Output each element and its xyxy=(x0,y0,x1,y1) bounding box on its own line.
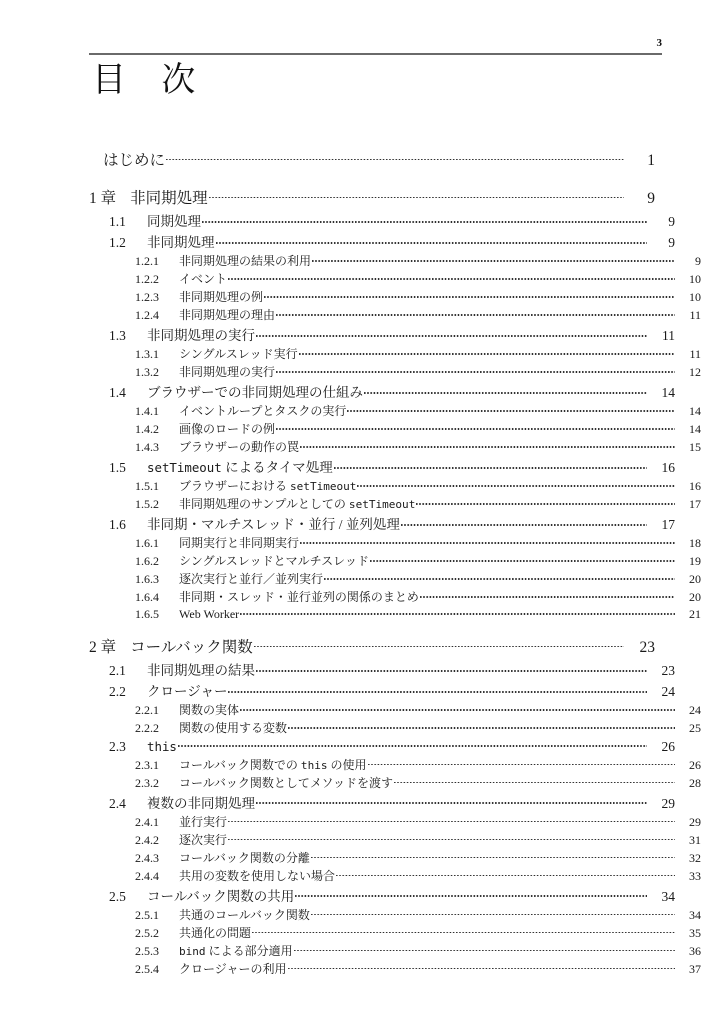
toc-entry-label: イベントループとタスクの実行 xyxy=(179,404,347,418)
toc-entry-number: 2.3.1 xyxy=(135,757,159,772)
toc-entry-number: 1.5.1 xyxy=(135,479,159,493)
toc-entry-label-part: による部分適用 xyxy=(205,943,293,958)
toc-entry-page-number: 26 xyxy=(689,757,701,772)
toc-entry-number: 1.4.2 xyxy=(135,422,159,436)
toc-dot-leader xyxy=(288,961,675,973)
toc-dot-leader xyxy=(324,571,675,583)
toc-entry[interactable] xyxy=(135,849,701,867)
toc-dot-leader xyxy=(254,637,624,653)
toc-entry-page-number: 29 xyxy=(661,795,675,811)
toc-entry-label: 画像のロードの例 xyxy=(179,422,276,436)
toc-dot-leader xyxy=(240,702,675,714)
toc-entry[interactable] xyxy=(109,210,675,231)
toc-entry-number: 1.5.2 xyxy=(135,497,159,511)
toc-dot-leader xyxy=(294,943,675,955)
toc-entry[interactable] xyxy=(135,306,701,324)
toc-entry-number: 1.3.1 xyxy=(135,347,159,361)
toc-entry[interactable] xyxy=(135,345,701,363)
toc-entry-label: 非同期・スレッド・並行並列の関係のまとめ xyxy=(179,590,419,604)
toc-entry[interactable] xyxy=(135,477,701,495)
toc-entry-page-number: 26 xyxy=(661,738,675,754)
toc-entry[interactable] xyxy=(109,324,675,345)
toc-entry-number: 1.6 xyxy=(109,517,126,532)
toc-entry-page-number: 16 xyxy=(661,460,675,475)
toc-entry-number: 2.3 xyxy=(109,738,126,754)
toc-entry[interactable] xyxy=(135,831,701,849)
toc-entry-label: 並行実行 xyxy=(179,814,228,829)
toc-dot-leader xyxy=(420,589,675,601)
toc-entry-number: 1.6.5 xyxy=(135,607,159,621)
toc-dot-leader xyxy=(416,496,675,508)
toc-entry-number: 2.5 xyxy=(109,888,126,904)
toc-entry-number: 1.2.1 xyxy=(135,254,159,268)
toc-dot-leader xyxy=(299,346,675,358)
toc-dot-leader xyxy=(336,868,675,880)
toc-entry-label xyxy=(179,495,415,512)
toc-entry-page-number: 24 xyxy=(661,684,675,699)
toc-entry-label: 共用の変数を使用しない場合 xyxy=(179,868,336,883)
toc-entry[interactable] xyxy=(89,186,655,210)
toc-entry-label: Web Worker xyxy=(179,607,240,621)
toc-entry-label: コールバック関数の共用 xyxy=(147,888,295,904)
toc-entry-number: 1.3 xyxy=(109,328,126,343)
toc-entry-number: 2 章 xyxy=(89,639,117,656)
toc-dot-leader xyxy=(357,478,675,490)
toc-dot-leader xyxy=(240,606,675,618)
toc-entry-page-number: 9 xyxy=(647,190,655,207)
toc-entry-label: 同期実行と非同期実行 xyxy=(179,536,300,550)
toc-dot-leader xyxy=(178,737,647,751)
toc-entry[interactable] xyxy=(135,588,701,606)
toc-entry-page-number: 18 xyxy=(689,536,701,550)
toc-entry-code-term: this xyxy=(147,738,177,754)
toc-entry-number: 1.3.2 xyxy=(135,365,159,379)
toc-entry-number: 1.2.3 xyxy=(135,290,159,304)
toc-entry-label: クロージャー xyxy=(147,684,228,699)
toc-entry-number: 1.2.4 xyxy=(135,308,159,322)
toc-entry-label: 非同期処理の結果 xyxy=(147,663,255,678)
toc-dot-leader xyxy=(295,887,647,901)
toc-entry-label xyxy=(179,756,367,773)
toc-entry-code-term: this xyxy=(300,758,328,772)
toc-entry-number: 1.1 xyxy=(109,214,126,229)
toc-entry-label: コールバック関数としてメソッドを渡す xyxy=(179,775,393,790)
toc-entry-number: 2.2 xyxy=(109,684,126,699)
page-header xyxy=(89,38,662,55)
toc-entry-number: 1.2.2 xyxy=(135,272,159,286)
toc-entry-number: 1.6.3 xyxy=(135,572,159,586)
toc-dot-leader xyxy=(401,516,647,530)
toc-entry-page-number: 34 xyxy=(661,888,675,904)
toc-dot-leader xyxy=(288,720,675,732)
toc-entry-number: 2.1 xyxy=(109,663,126,678)
toc-dot-leader xyxy=(300,535,675,547)
toc-entry-label: 非同期処理の実行 xyxy=(147,328,255,343)
toc-entry-number: 1.6.2 xyxy=(135,554,159,568)
toc-entry-page-number: 25 xyxy=(689,721,701,735)
toc-entry-page-number: 28 xyxy=(689,775,701,790)
toc-entry-number: 2.4.1 xyxy=(135,814,159,829)
toc-entry-number: 2.2.2 xyxy=(135,721,159,735)
toc-entry[interactable] xyxy=(135,252,701,270)
toc-entry-number: 2.5.4 xyxy=(135,961,159,976)
toc-dot-leader xyxy=(311,850,675,862)
toc-dot-leader xyxy=(202,213,647,227)
toc-entry-number: 2.2.1 xyxy=(135,703,159,717)
toc-entry-number: 2.4 xyxy=(109,795,126,811)
toc-entry-page-number: 11 xyxy=(689,347,701,361)
toc-entry-page-number: 34 xyxy=(689,907,701,922)
toc-dot-leader xyxy=(334,459,647,473)
toc-dot-leader xyxy=(228,271,675,283)
toc-entry-label: 非同期処理 xyxy=(130,190,208,207)
toc-entry[interactable] xyxy=(135,867,701,885)
toc-entry-page-number: 24 xyxy=(689,703,701,717)
toc-entry-label: 非同期処理の理由 xyxy=(179,308,276,322)
toc-entry-label: 非同期処理 xyxy=(147,235,215,250)
toc-entry-page-number: 14 xyxy=(689,404,701,418)
toc-entry[interactable] xyxy=(109,792,675,813)
toc-entry[interactable] xyxy=(135,402,701,420)
toc-entry-page-number: 31 xyxy=(689,832,701,847)
toc-entry-page-number: 37 xyxy=(689,961,701,976)
toc-entry-number: 2.4.3 xyxy=(135,850,159,865)
toc-dot-leader xyxy=(256,327,647,341)
toc-entry[interactable] xyxy=(109,659,675,680)
toc-entry[interactable] xyxy=(135,552,701,570)
toc-entry-page-number: 17 xyxy=(661,517,675,532)
toc-dot-leader xyxy=(276,307,675,319)
toc-entry[interactable] xyxy=(135,942,701,960)
toc-dot-leader xyxy=(276,364,675,376)
toc-entry[interactable] xyxy=(135,495,701,513)
toc-entry-label: シングルスレッド実行 xyxy=(179,347,298,361)
toc-entry-page-number: 32 xyxy=(689,850,701,865)
toc-entry-label: コールバック関数の分離 xyxy=(179,850,310,865)
toc-entry-label: 非同期処理の例 xyxy=(179,290,264,304)
toc-entry-label: 関数の使用する変数 xyxy=(179,721,288,735)
toc-entry-label: 同期処理 xyxy=(147,214,201,229)
toc-entry[interactable] xyxy=(109,381,675,402)
toc-entry-label: シングルスレッドとマルチスレッド xyxy=(179,554,370,568)
toc-entry-label xyxy=(147,739,177,755)
toc-entry[interactable] xyxy=(109,680,675,701)
toc-entry-label-part: によるタイマ処理 xyxy=(221,460,333,475)
toc-entry-number: 2.4.2 xyxy=(135,832,159,847)
toc-entry-code-term: setTimeout xyxy=(147,460,222,475)
toc-dot-leader xyxy=(252,925,675,937)
toc-entry-label: ブラウザーの動作の罠 xyxy=(179,440,300,454)
toc-entry[interactable] xyxy=(135,701,701,719)
toc-dot-leader xyxy=(370,553,675,565)
page-number-folio: 3 xyxy=(656,37,662,49)
toc-dot-leader xyxy=(368,757,675,769)
toc-entry-number: 2.5.3 xyxy=(135,943,159,958)
toc-entry-label-part: 非同期処理のサンプルとしての xyxy=(179,497,349,511)
toc-entry-number: 1.5 xyxy=(109,460,126,475)
toc-dot-leader xyxy=(364,384,647,398)
toc-entry-page-number: 10 xyxy=(689,290,701,304)
toc-entry-label xyxy=(147,456,333,476)
page-title: 目 次 xyxy=(92,60,197,100)
toc-entry-number: 1.4.1 xyxy=(135,404,159,418)
toc-spacer xyxy=(89,172,655,186)
toc-entry[interactable] xyxy=(135,288,701,306)
toc-entry[interactable] xyxy=(109,513,675,534)
toc-entry-label xyxy=(179,942,293,959)
toc-dot-leader xyxy=(312,253,675,265)
toc-entry-label-part: の使用 xyxy=(327,757,367,772)
toc-entry-number: 2.5.2 xyxy=(135,925,159,940)
toc-entry-page-number: 9 xyxy=(668,235,675,250)
toc-entry-label: 逐次実行 xyxy=(179,832,228,847)
toc-entry[interactable] xyxy=(89,635,655,659)
toc-entry-page-number: 14 xyxy=(689,422,701,436)
toc-entry-code-term: setTimeout xyxy=(348,498,416,511)
toc-entry-label: 共通化の問題 xyxy=(179,925,252,940)
toc-entry-page-number: 23 xyxy=(639,639,655,656)
toc-entry-page-number: 15 xyxy=(689,440,701,454)
toc-dot-leader xyxy=(276,421,675,433)
toc-entry-label: はじめに xyxy=(103,152,166,169)
toc-entry-page-number: 9 xyxy=(668,214,675,229)
toc-entry-page-number: 16 xyxy=(689,479,701,493)
toc-entry-number: 2.4.4 xyxy=(135,868,159,883)
toc-dot-leader xyxy=(228,814,675,826)
toc-entry-label: 関数の実体 xyxy=(179,703,240,717)
toc-entry-number: 1.4 xyxy=(109,385,126,400)
toc-entry-label: 共通のコールバック関数 xyxy=(179,907,310,922)
toc-entry-number: 1 章 xyxy=(89,190,117,207)
toc-entry-page-number: 10 xyxy=(689,272,701,286)
toc-entry[interactable] xyxy=(109,456,675,477)
toc-dot-leader xyxy=(347,403,675,415)
toc-entry[interactable] xyxy=(89,148,655,172)
toc-entry-label: 非同期処理の実行 xyxy=(179,365,276,379)
toc-dot-leader xyxy=(256,662,647,676)
toc-entry[interactable] xyxy=(135,534,701,552)
toc-entry-page-number: 20 xyxy=(689,572,701,586)
toc-dot-leader xyxy=(264,289,675,301)
toc-dot-leader xyxy=(228,832,675,844)
toc-dot-leader xyxy=(228,683,647,697)
toc-dot-leader xyxy=(311,907,675,919)
toc-entry-code-term: setTimeout xyxy=(290,480,357,493)
toc-entry-label xyxy=(179,477,356,494)
toc-entry-page-number: 9 xyxy=(695,254,701,268)
toc-entry-number: 1.4.3 xyxy=(135,440,159,454)
toc-entry-number: 1.6.1 xyxy=(135,536,159,550)
toc-entry-label: 複数の非同期処理 xyxy=(147,795,255,811)
toc-dot-leader xyxy=(256,794,647,808)
toc-entry-label: ブラウザーでの非同期処理の仕組み xyxy=(147,385,363,400)
toc-entry[interactable] xyxy=(135,606,701,623)
toc-entry-page-number: 11 xyxy=(689,308,701,322)
toc-dot-leader xyxy=(394,775,675,787)
toc-entry[interactable] xyxy=(135,813,701,831)
toc-entry-page-number: 20 xyxy=(689,590,701,604)
toc-entry-page-number: 14 xyxy=(661,385,675,400)
header-rule xyxy=(89,53,662,55)
toc-entry[interactable] xyxy=(135,570,701,588)
toc-entry[interactable] xyxy=(135,756,701,774)
toc-entry[interactable] xyxy=(109,737,675,756)
toc-entry-label-part: コールバック関数での xyxy=(179,757,301,772)
toc-entry-label: クロージャーの利用 xyxy=(179,961,287,976)
toc-entry[interactable] xyxy=(135,438,701,456)
toc-entry-label: 逐次実行と並行／並列実行 xyxy=(179,572,324,586)
toc-dot-leader xyxy=(300,439,675,451)
toc-entry-label: 非同期・マルチスレッド・並行 / 並列処理 xyxy=(147,517,400,532)
toc-entry-page-number: 36 xyxy=(689,943,701,958)
toc-entry[interactable] xyxy=(109,885,675,906)
toc-dot-leader xyxy=(166,150,624,166)
toc-entry-number: 1.6.4 xyxy=(135,590,159,604)
toc-entry-page-number: 21 xyxy=(689,607,701,621)
toc-entry-page-number: 12 xyxy=(689,365,701,379)
toc-entry-number: 2.5.1 xyxy=(135,907,159,922)
toc-entry-number: 2.3.2 xyxy=(135,775,159,790)
toc-entry[interactable] xyxy=(135,270,701,288)
table-of-contents xyxy=(89,148,701,978)
toc-entry-number: 1.2 xyxy=(109,235,126,250)
toc-entry[interactable] xyxy=(135,420,701,438)
toc-entry[interactable] xyxy=(135,924,701,942)
toc-entry-page-number: 11 xyxy=(662,328,675,343)
toc-entry-label: 非同期処理の結果の利用 xyxy=(179,254,312,268)
toc-dot-leader xyxy=(209,188,624,204)
toc-entry-page-number: 35 xyxy=(689,925,701,940)
toc-spacer xyxy=(89,623,655,635)
toc-entry-page-number: 29 xyxy=(689,814,701,829)
toc-entry[interactable] xyxy=(135,719,701,737)
toc-entry-page-number: 19 xyxy=(689,554,701,568)
toc-entry[interactable] xyxy=(109,231,675,252)
toc-entry-page-number: 33 xyxy=(689,868,701,883)
toc-entry-label-part: ブラウザーにおける xyxy=(179,479,291,493)
toc-entry-label: コールバック関数 xyxy=(130,639,253,656)
toc-entry-page-number: 23 xyxy=(661,663,675,678)
toc-entry[interactable] xyxy=(135,363,701,381)
toc-entry[interactable] xyxy=(135,906,701,924)
toc-entry[interactable] xyxy=(135,960,701,978)
toc-entry-label: イベント xyxy=(179,272,228,286)
toc-entry[interactable] xyxy=(135,774,701,792)
toc-entry-code-term: bind xyxy=(179,944,206,958)
toc-dot-leader xyxy=(216,234,648,248)
toc-entry-page-number: 1 xyxy=(647,152,655,169)
toc-entry-page-number: 17 xyxy=(689,497,701,511)
